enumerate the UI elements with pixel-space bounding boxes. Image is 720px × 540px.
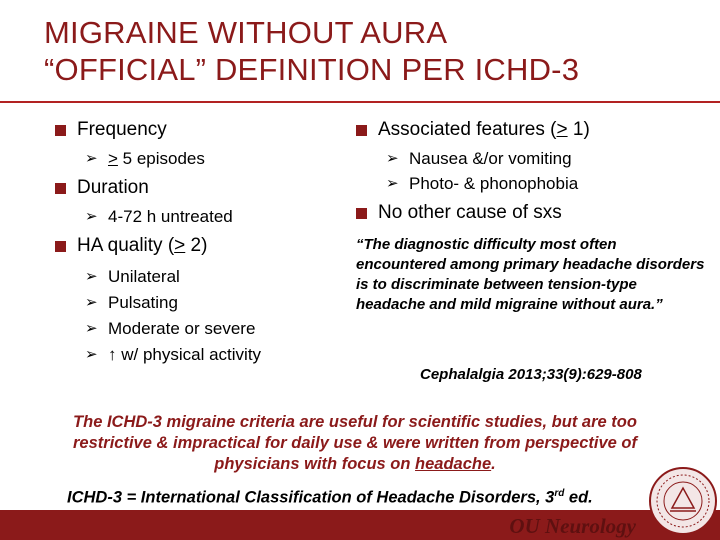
up-arrow-icon: ↑	[108, 345, 117, 364]
gte-sign: >	[174, 235, 186, 256]
duration-label: Duration	[77, 177, 149, 198]
quality-label-post: 2)	[185, 235, 208, 256]
sub-bullet-duration	[55, 206, 335, 228]
square-bullet-icon	[55, 241, 66, 252]
sub-bullet-episodes	[55, 148, 335, 170]
right-column	[356, 118, 706, 315]
quality-item: Pulsating	[108, 293, 178, 312]
quality-item: Unilateral	[108, 267, 180, 286]
slide-title	[44, 14, 579, 88]
footnote-sup: rd	[554, 488, 565, 499]
university-seal-icon	[648, 466, 718, 536]
title-divider	[0, 101, 720, 103]
associated-item: Photo- & phonophobia	[409, 174, 579, 193]
sub-bullet-nausea	[356, 148, 706, 170]
bullet-associated-features	[356, 118, 706, 142]
sub-bullet-pulsating	[55, 292, 335, 314]
arrow-bullet-icon: ➢	[85, 346, 98, 363]
square-bullet-icon	[356, 208, 367, 219]
square-bullet-icon	[356, 125, 367, 136]
arrow-bullet-icon: ➢	[386, 150, 399, 167]
title-line-1: MIGRAINE WITHOUT AURA	[44, 15, 448, 50]
gte-sign: >	[556, 119, 568, 140]
arrow-bullet-icon: ➢	[386, 175, 399, 192]
arrow-bullet-icon: ➢	[85, 294, 98, 311]
citation: Cephalalgia 2013;33(9):629-808	[420, 366, 642, 383]
conclusion-pre: The ICHD-3 migraine criteria are useful for scientific studies, but are too restrictive & impractical for daily use & were written from perspective of physicians with focus on	[73, 413, 637, 473]
bullet-duration	[55, 176, 335, 200]
footnote-pre: ICHD-3 = International Classification of Headache Disorders, 3	[67, 488, 555, 507]
gte-sign: >	[108, 149, 118, 168]
square-bullet-icon	[55, 125, 66, 136]
arrow-bullet-icon: ➢	[85, 320, 98, 337]
sub-bullet-unilateral	[55, 266, 335, 288]
associated-item: Nausea &/or vomiting	[409, 149, 572, 168]
title-line-2: “OFFICIAL” DEFINITION PER ICHD-3	[44, 52, 580, 87]
arrow-bullet-icon: ➢	[85, 268, 98, 285]
quality-item: Moderate or severe	[108, 319, 256, 338]
quality-label-pre: HA quality (	[77, 235, 175, 256]
arrow-bullet-icon: ➢	[85, 150, 98, 167]
conclusion-text	[50, 412, 660, 475]
footnote-post: ed.	[564, 488, 593, 507]
footer-bar	[0, 510, 720, 540]
quote-text: “The diagnostic difficulty most often encountered among primary headache disorders is to discriminate between tension-type headache and mild migraine without aura.”	[356, 236, 705, 313]
bullet-frequency	[55, 118, 335, 142]
bullet-no-other-cause	[356, 201, 706, 225]
frequency-label: Frequency	[77, 119, 167, 140]
associated-label-pre: Associated features (	[378, 119, 557, 140]
quality-item: w/ physical activity	[121, 345, 262, 364]
duration-text: 4-72 h untreated	[108, 207, 233, 226]
conclusion-emphasis: headache	[415, 455, 492, 473]
conclusion-post: .	[491, 455, 496, 473]
other-cause-label: No other cause of sxs	[378, 202, 562, 223]
sub-bullet-physical-activity	[55, 344, 335, 366]
associated-label-post: 1)	[567, 119, 590, 140]
left-column	[55, 118, 335, 366]
episodes-text: 5 episodes	[117, 149, 205, 168]
brand-text: OU Neurology	[509, 514, 636, 538]
square-bullet-icon	[55, 183, 66, 194]
sub-bullet-photophobia	[356, 173, 706, 195]
abbreviation-footnote	[67, 488, 593, 508]
sub-bullet-moderate	[55, 318, 335, 340]
bullet-ha-quality	[55, 234, 335, 258]
arrow-bullet-icon: ➢	[85, 208, 98, 225]
